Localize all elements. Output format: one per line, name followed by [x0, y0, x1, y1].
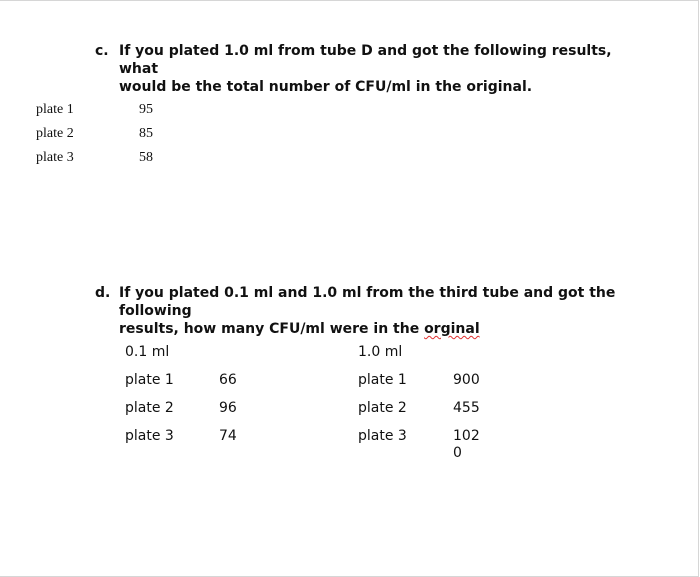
plate-count: 95: [139, 102, 153, 117]
plate-label: plate 3: [358, 428, 407, 444]
plate-count: 900: [453, 372, 480, 388]
question-d-text: [119, 284, 635, 338]
question-d-line-2: [119, 320, 635, 338]
plate-label: plate 1: [125, 372, 174, 388]
plate-label: plate 3: [36, 150, 74, 165]
misspelled-word: orginal: [424, 321, 480, 337]
question-c-text: [119, 42, 615, 96]
question-c-line-1: If you plated 1.0 ml from tube D and got the following results, what: [119, 43, 612, 77]
plate-label: plate 1: [36, 102, 74, 117]
plate-count: 85: [139, 126, 153, 141]
volume-header-left: 0.1 ml: [125, 344, 170, 360]
question-d-line-2-text: results, how many CFU/ml were in the: [119, 321, 425, 337]
plate-label: plate 2: [358, 400, 407, 416]
plate-count: 58: [139, 150, 153, 165]
plate-label: plate 2: [125, 400, 174, 416]
plate-count: 102: [453, 428, 480, 444]
plate-label: plate 1: [358, 372, 407, 388]
plate-label: plate 2: [36, 126, 74, 141]
question-c-marker: c.: [95, 43, 109, 59]
plate-label: plate 3: [125, 428, 174, 444]
question-d-line-1: If you plated 0.1 ml and 1.0 ml from the third tube and got the following: [119, 285, 616, 319]
plate-count-wrap: 0: [453, 445, 462, 461]
question-d-marker: d.: [95, 285, 111, 301]
plate-count: 74: [219, 428, 237, 444]
plate-count: 455: [453, 400, 480, 416]
plate-count: 66: [219, 372, 237, 388]
plate-count: 96: [219, 400, 237, 416]
question-c-line-2: would be the total number of CFU/ml in the original.: [119, 79, 533, 95]
volume-header-right: 1.0 ml: [358, 344, 403, 360]
